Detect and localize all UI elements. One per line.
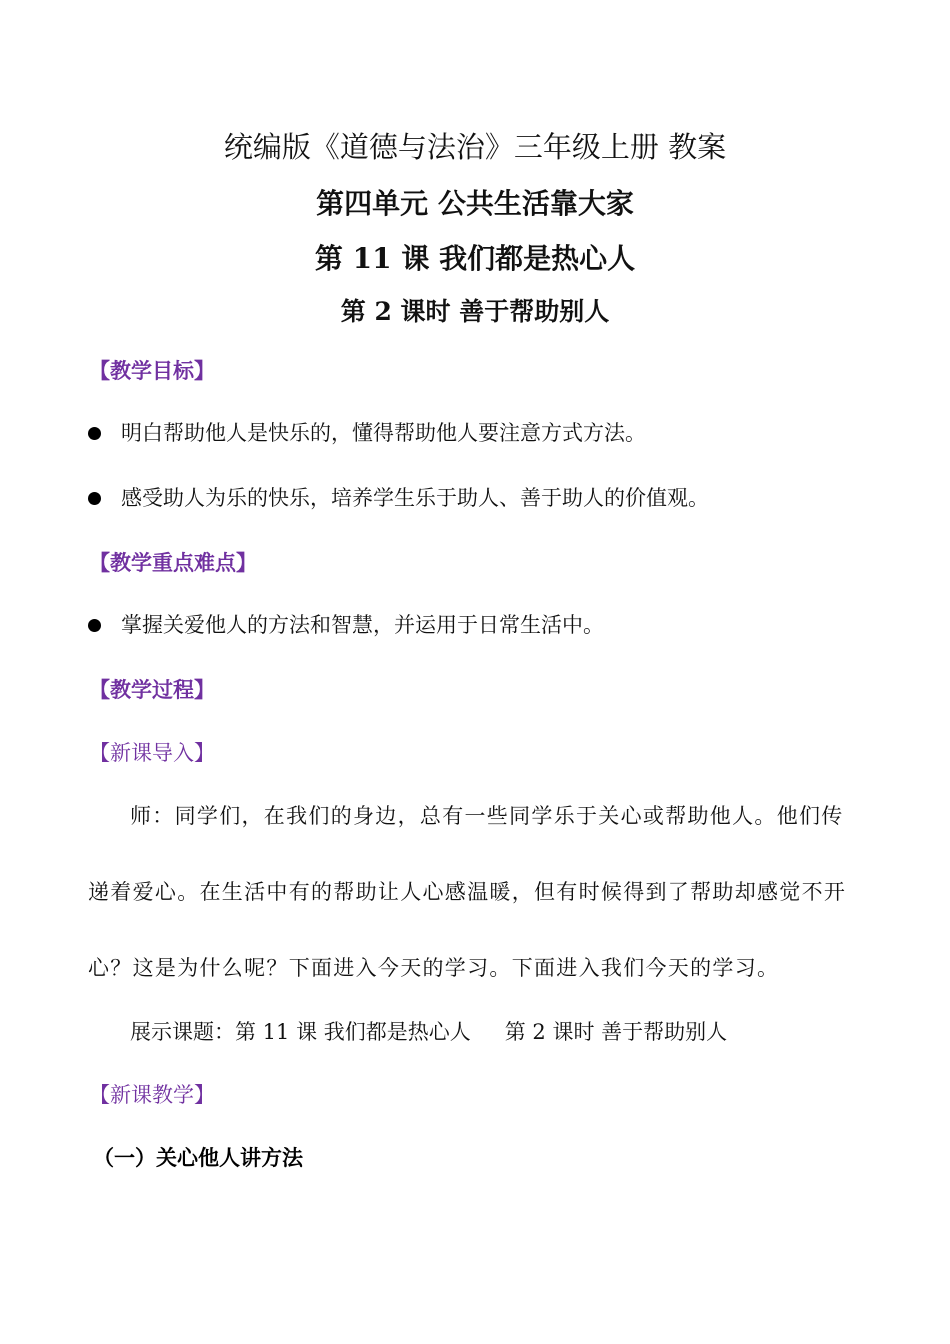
- key-points-heading: 【教学重点难点】: [89, 551, 257, 575]
- objective-item: [88, 423, 646, 444]
- key-point-text: 掌握关爱他人的方法和智慧，并运用于日常生活中。: [121, 613, 604, 637]
- intro-paragraph-line: 心？这是为什么呢？下面进入今天的学习。下面进入我们今天的学习。: [88, 956, 780, 980]
- objective-text: 感受助人为乐的快乐，培养学生乐于助人、善于助人的价值观。: [121, 486, 709, 510]
- objectives-heading: 【教学目标】: [89, 359, 215, 383]
- intro-paragraph-line: 师：同学们，在我们的身边，总有一些同学乐于关心或帮助他人。他们传: [130, 804, 844, 828]
- bullet-icon: [88, 492, 101, 505]
- period-title: 第 2 课时 善于帮助别人: [340, 297, 610, 326]
- lesson-title: 第 11 课 我们都是热心人: [314, 242, 636, 275]
- topic-period: 第 2 课时 善于帮助别人: [504, 1020, 728, 1044]
- teaching-heading: 【新课教学】: [89, 1083, 215, 1107]
- intro-paragraph-line: 递着爱心。在生活中有的帮助让人心感温暖，但有时候得到了帮助却感觉不开: [88, 880, 847, 904]
- objective-item: [88, 488, 709, 509]
- intro-heading: 【新课导入】: [89, 741, 215, 765]
- bullet-icon: [88, 619, 101, 632]
- section-subheading: （一）关心他人讲方法: [93, 1146, 303, 1170]
- bullet-icon: [88, 427, 101, 440]
- key-point-item: [88, 615, 604, 636]
- process-heading: 【教学过程】: [89, 678, 215, 702]
- topic-line: [130, 1022, 727, 1043]
- unit-title: 第四单元 公共生活靠大家: [316, 187, 634, 220]
- document-title: 统编版《道德与法治》三年级上册 教案: [223, 130, 727, 164]
- objective-text: 明白帮助他人是快乐的，懂得帮助他人要注意方式方法。: [121, 421, 646, 445]
- topic-label: 展示课题：第 11 课 我们都是热心人: [130, 1020, 471, 1044]
